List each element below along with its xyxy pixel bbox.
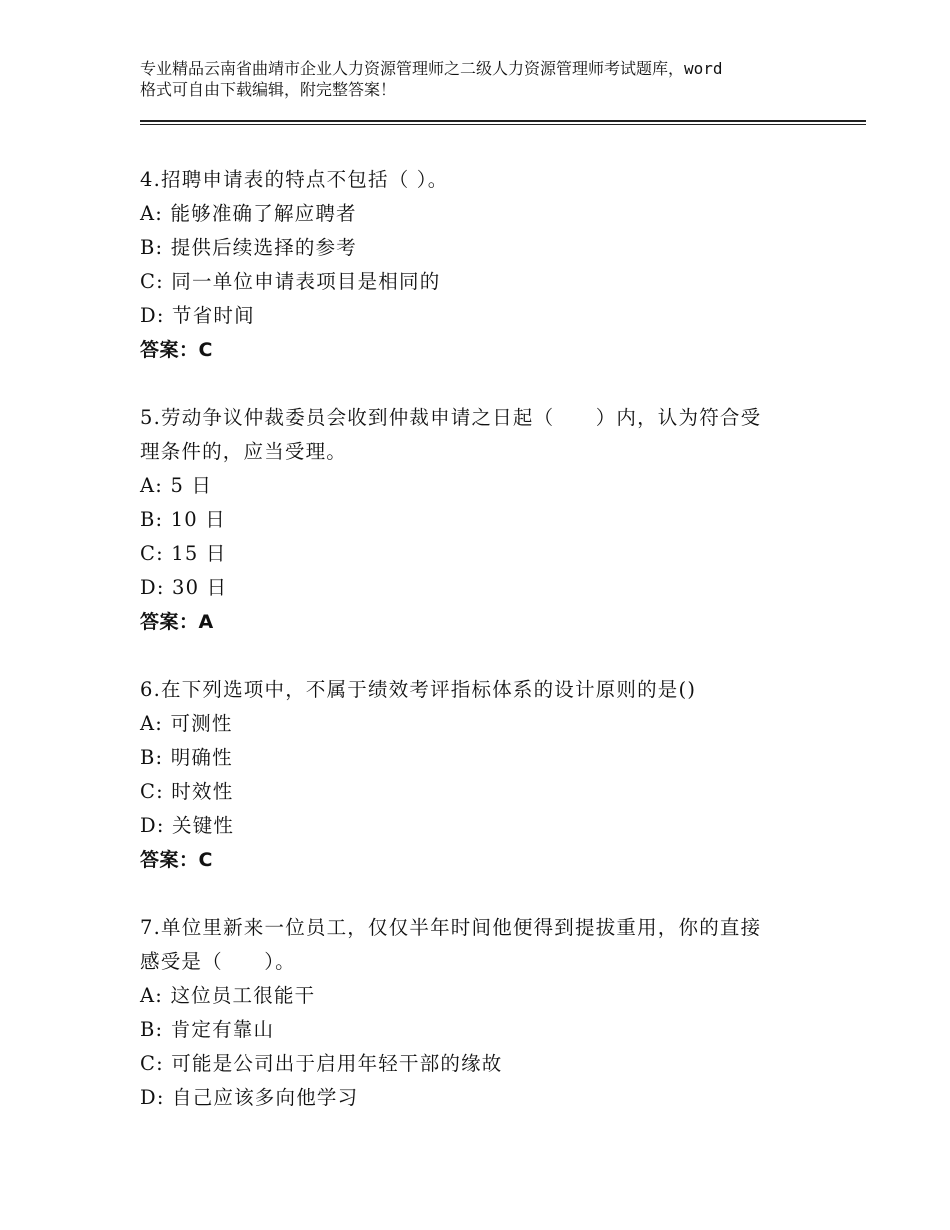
option-a: A: 5 日 — [140, 474, 213, 497]
question-stem: 4.招聘申请表的特点不包括（ ）。 — [140, 168, 449, 191]
answer-text: 答案：C — [140, 849, 213, 871]
option-b: B: 10 日 — [140, 508, 227, 531]
answer-text: 答案：C — [140, 339, 213, 361]
question-7 — [140, 911, 820, 1115]
option-d: D: 30 日 — [140, 576, 228, 599]
header-divider-thick — [140, 120, 866, 122]
option-c: C: 时效性 — [140, 780, 234, 803]
header-title-line-1: 专业精品云南省曲靖市企业人力资源管理师之二级人力资源管理师考试题库，word — [140, 59, 723, 78]
option-b: B: 提供后续选择的参考 — [140, 236, 357, 259]
option-c: C: 同一单位申请表项目是相同的 — [140, 270, 441, 293]
option-a: A: 能够准确了解应聘者 — [140, 202, 357, 225]
option-c: C: 15 日 — [140, 542, 227, 565]
question-4 — [140, 163, 820, 367]
question-stem: 6.在下列选项中，不属于绩效考评指标体系的设计原则的是() — [140, 678, 697, 701]
question-6 — [140, 673, 820, 877]
option-d: D: 关键性 — [140, 814, 235, 837]
question-stem-line-2: 理条件的，应当受理。 — [140, 440, 348, 463]
question-stem-line-1: 7.单位里新来一位员工，仅仅半年时间他便得到提拔重用，你的直接 — [140, 916, 762, 939]
option-d: D: 节省时间 — [140, 304, 255, 327]
answer-text: 答案：A — [140, 611, 214, 633]
question-spacer — [140, 639, 820, 673]
option-c: C: 可能是公司出于启用年轻干部的缘故 — [140, 1052, 503, 1075]
question-stem-line-1: 5.劳动争议仲裁委员会收到仲裁申请之日起（ ）内，认为符合受 — [140, 406, 762, 429]
option-a: A: 这位员工很能干 — [140, 984, 316, 1007]
option-d: D: 自己应该多向他学习 — [140, 1086, 359, 1109]
document-header — [140, 58, 840, 100]
option-a: A: 可测性 — [140, 712, 233, 735]
option-b: B: 明确性 — [140, 746, 233, 769]
question-spacer — [140, 877, 820, 911]
question-stem-line-2: 感受是（ ）。 — [140, 950, 296, 973]
header-divider-thin — [140, 124, 866, 125]
question-list — [140, 163, 820, 1115]
header-title-line-2: 格式可自由下载编辑，附完整答案！ — [140, 80, 397, 99]
option-b: B: 肯定有靠山 — [140, 1018, 275, 1041]
question-5 — [140, 401, 820, 639]
question-spacer — [140, 367, 820, 401]
